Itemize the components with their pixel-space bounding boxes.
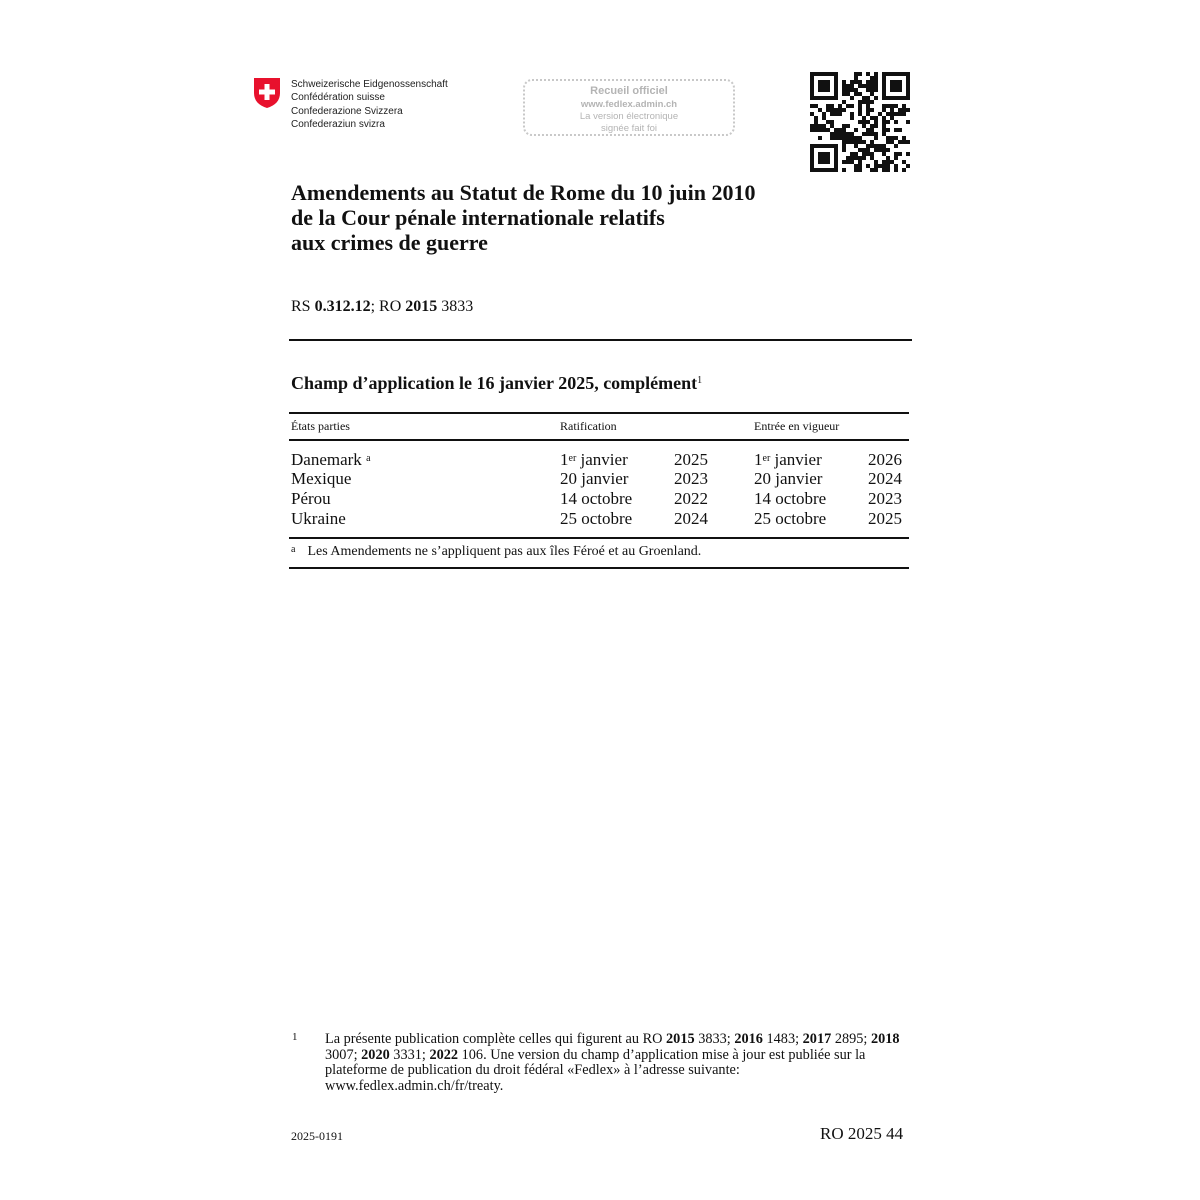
footnote-ro-year: 2022 xyxy=(429,1046,459,1063)
table-header-rule xyxy=(289,439,909,441)
cell-entry-date xyxy=(754,509,826,529)
cell-ratification-year xyxy=(674,509,708,529)
entry-day: 20 xyxy=(754,469,771,488)
entry-year: 2023 xyxy=(868,489,902,508)
entry-year: 2025 xyxy=(868,509,902,528)
entry-day-suffix: er xyxy=(762,453,771,464)
subtitle-text: Champ d’application le 16 janvier 2025, complément xyxy=(291,373,698,393)
cell-ratification-date xyxy=(560,450,628,470)
document-code: 2025-0191 xyxy=(291,1129,343,1143)
cell-ratification-date xyxy=(560,489,632,509)
entry-month: octobre xyxy=(775,489,827,508)
cell-entry-date xyxy=(754,469,822,489)
ratification-year: 2025 xyxy=(674,450,708,469)
rs-label: RS xyxy=(291,298,315,315)
cell-entry-year xyxy=(868,469,902,489)
subtitle-footnote-ref: 1 xyxy=(697,375,703,386)
title-line-3: aux crimes de guerre xyxy=(291,230,488,255)
footnote-text-part: 3007; xyxy=(325,1046,362,1063)
stamp-note-2: signée fait foi xyxy=(601,123,657,134)
header-entry-into-force: Entrée en vigueur xyxy=(754,419,840,433)
footnote-text xyxy=(325,1032,905,1094)
ratification-day: 1 xyxy=(560,450,569,469)
section-subtitle xyxy=(291,373,702,394)
footnote-text-part: 106. Une version du champ d’application mise à jour est publiée sur la plateforme de publication du droit fédéral «Fedlex» à l’adresse suivante: www.fedlex.admin.ch/fr/treaty. xyxy=(325,1046,866,1094)
ratification-month: janvier xyxy=(581,469,629,488)
table-footnote-text: Les Amendements ne s’appliquent pas aux îles Féroé et au Groenland. xyxy=(307,544,702,559)
footnote-text-part: La présente publication complète celles qui figurent au RO xyxy=(325,1031,667,1047)
cell-ratification-year xyxy=(674,489,708,509)
ro-page: 3833 xyxy=(437,298,474,315)
state-name: Ukraine xyxy=(291,509,346,528)
header-ratification: Ratification xyxy=(560,419,617,433)
title-line-1: Amendements au Statut de Rome du 10 juin 2010 xyxy=(291,180,756,205)
ratification-month: janvier xyxy=(580,450,628,469)
footnote-ro-year: 2020 xyxy=(361,1046,390,1063)
confederation-names xyxy=(291,78,448,132)
swiss-cross-shield-icon xyxy=(253,77,281,109)
table-footnote-rule xyxy=(289,567,909,569)
cell-state xyxy=(291,469,351,489)
ratification-day-suffix: er xyxy=(568,453,577,464)
ro-reference: RO 2025 44 xyxy=(820,1124,904,1143)
footnote-ro-year: 2017 xyxy=(802,1031,832,1047)
ratification-day: 14 xyxy=(560,489,577,508)
rs-number: 0.312.12 xyxy=(314,298,371,315)
header-states: États parties xyxy=(291,419,350,433)
cell-entry-year xyxy=(868,450,902,470)
confederation-name-fr: Confédération suisse xyxy=(291,92,385,104)
cell-entry-year xyxy=(868,509,902,529)
qr-code-icon xyxy=(810,72,910,172)
ratification-day: 25 xyxy=(560,509,577,528)
ro-year: 2015 xyxy=(405,298,438,315)
cell-ratification-year xyxy=(674,450,708,470)
cell-state xyxy=(291,509,346,529)
footnote-number: 1 xyxy=(292,1031,298,1043)
table-bottom-rule xyxy=(289,537,909,539)
official-collection-stamp xyxy=(523,79,735,136)
confederation-name-rm: Confederaziun svizra xyxy=(291,119,385,131)
entry-month: octobre xyxy=(775,509,827,528)
entry-year: 2024 xyxy=(868,469,902,488)
reference-line xyxy=(291,298,473,316)
ratification-month: octobre xyxy=(581,509,633,528)
footnote-text-part: 3331; xyxy=(389,1046,430,1063)
cell-state xyxy=(291,450,371,470)
state-note-marker: a xyxy=(366,453,371,464)
footnote-text-part: 1483; xyxy=(762,1031,803,1047)
state-name: Mexique xyxy=(291,469,352,488)
table-top-rule xyxy=(289,412,909,414)
entry-day: 14 xyxy=(754,489,771,508)
cell-ratification-date xyxy=(560,469,628,489)
stamp-title: Recueil officiel xyxy=(590,85,668,97)
confederation-name-de: Schweizerische Eidgenossenschaft xyxy=(291,79,448,90)
ref-separator: ; RO xyxy=(370,298,406,315)
table-footnote-marker: a xyxy=(291,544,296,555)
state-name: Danemark xyxy=(291,450,362,469)
entry-year: 2026 xyxy=(868,450,902,469)
state-name: Pérou xyxy=(291,489,331,508)
entry-day: 1 xyxy=(754,450,763,469)
entry-day: 25 xyxy=(754,509,771,528)
title-divider xyxy=(289,339,912,341)
cell-state xyxy=(291,489,331,509)
cell-entry-date xyxy=(754,450,822,470)
confederation-name-it: Confederazione Svizzera xyxy=(291,105,403,117)
cell-ratification-year xyxy=(674,469,708,489)
title-line-2: de la Cour pénale internationale relatifs xyxy=(291,205,665,230)
table-footnote xyxy=(291,544,701,560)
entry-month: janvier xyxy=(775,469,823,488)
ratification-year: 2022 xyxy=(674,489,708,508)
entry-month: janvier xyxy=(774,450,822,469)
ratification-year: 2023 xyxy=(674,469,708,488)
stamp-url: www.fedlex.admin.ch xyxy=(580,99,678,110)
footnote-text-part: 2895; xyxy=(831,1031,871,1047)
document-title xyxy=(291,180,755,255)
ratification-day: 20 xyxy=(560,469,577,488)
ratification-month: octobre xyxy=(581,489,633,508)
footnote-text-part: 3833; xyxy=(694,1031,735,1047)
footnote-ro-year: 2018 xyxy=(870,1031,900,1047)
footnote-ro-year: 2016 xyxy=(734,1031,763,1047)
stamp-note-1: La version électronique xyxy=(579,111,679,122)
cell-ratification-date xyxy=(560,509,632,529)
cell-entry-year xyxy=(868,489,902,509)
ratification-year: 2024 xyxy=(674,509,708,528)
footnote-ro-year: 2015 xyxy=(666,1031,695,1047)
cell-entry-date xyxy=(754,489,826,509)
